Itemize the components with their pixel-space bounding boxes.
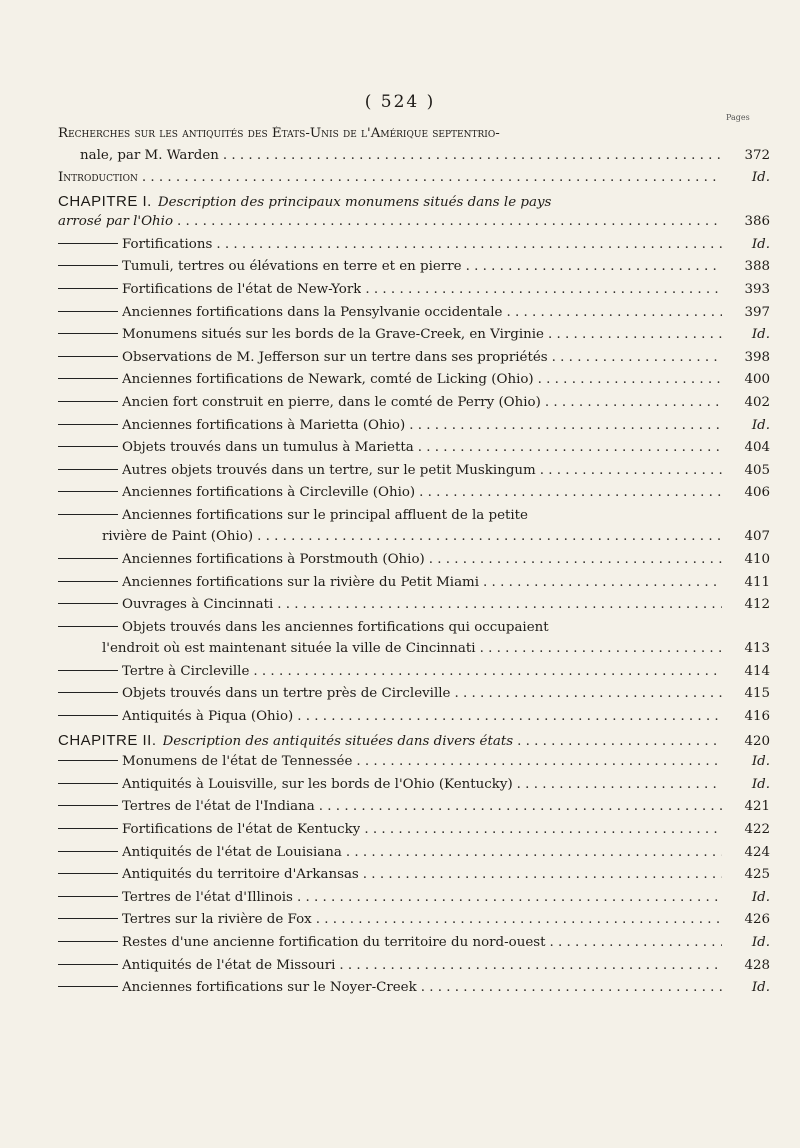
page-ref: 412 <box>744 597 770 613</box>
dash-rule <box>58 514 118 515</box>
page-ref: 372 <box>744 147 770 163</box>
dash-rule <box>58 401 118 402</box>
leader-dots <box>253 664 722 679</box>
toc-entry <box>58 620 770 642</box>
leader-dots <box>517 777 722 792</box>
dash-rule <box>58 828 118 829</box>
page-ref: Id. <box>751 776 770 792</box>
dash-rule <box>58 805 118 806</box>
page-ref: 414 <box>744 663 770 679</box>
toc-entry <box>58 282 770 305</box>
chapter-title: Description des antiquités situées dans divers états <box>162 733 514 749</box>
dash-rule <box>58 265 118 266</box>
toc-entry <box>58 395 770 418</box>
leader-dots <box>339 958 722 973</box>
dash-rule <box>58 783 118 784</box>
subentry-text: Anciennes fortifications à Circleville (Ohio) <box>122 485 416 501</box>
dash-rule <box>58 378 118 379</box>
subentry-text: Monumens situés sur les bords de la Grave-Creek, en Virginie <box>122 327 544 343</box>
page-ref: 398 <box>744 349 770 365</box>
dash-rule <box>58 986 118 987</box>
leader-dots <box>538 372 722 387</box>
toc-entry <box>58 126 770 148</box>
leader-dots <box>552 350 722 365</box>
toc-entry <box>58 170 770 193</box>
subentry-text: Anciennes fortifications sur le Noyer-Creek <box>122 980 417 996</box>
subentry-text: Anciennes fortifications à Marietta (Ohio) <box>122 417 406 433</box>
chapter-label: CHAPITRE II. <box>58 731 157 749</box>
toc-entry <box>58 597 770 620</box>
dash-rule <box>58 581 118 582</box>
page-ref: 424 <box>744 844 770 860</box>
leader-dots <box>364 822 722 837</box>
toc-entry <box>58 822 770 845</box>
table-of-contents <box>58 126 770 1003</box>
toc-entry <box>58 709 770 732</box>
subentry-text: Anciennes fortifications sur le principal affluent de la petite <box>122 507 528 523</box>
toc-entry <box>58 529 770 552</box>
toc-entry <box>58 686 770 709</box>
page-ref: Id. <box>751 417 770 433</box>
page-ref: 425 <box>744 867 770 883</box>
dash-rule <box>58 603 118 604</box>
toc-entry <box>58 305 770 328</box>
leader-dots <box>466 259 722 274</box>
dash-rule <box>58 491 118 492</box>
leader-dots <box>506 305 722 320</box>
page-ref: Id. <box>751 935 770 950</box>
leader-dots <box>454 686 722 701</box>
subentry-text-cont: rivière de Paint (Ohio) <box>102 529 254 545</box>
toc-entry <box>58 845 770 868</box>
page-ref: 388 <box>744 259 770 275</box>
dash-rule <box>58 670 118 671</box>
toc-entry <box>58 799 770 822</box>
page-ref: 421 <box>744 799 770 815</box>
leader-dots <box>297 709 722 724</box>
subentry-text: Fortifications <box>122 236 213 252</box>
toc-entry <box>58 552 770 575</box>
toc-entry <box>58 237 770 260</box>
subentry-text: Objets trouvés dans un tertre près de Circleville <box>122 686 451 702</box>
page-ref: Id. <box>751 327 770 343</box>
subentry-text: Tertres de l'état de l'Indiana <box>122 799 315 815</box>
toc-entry <box>58 327 770 350</box>
subentry-text: Anciennes fortifications sur la rivière du Petit Miami <box>122 574 480 590</box>
toc-entry <box>58 912 770 935</box>
page-ref: 411 <box>744 574 770 590</box>
dash-rule <box>58 424 118 425</box>
leader-dots <box>297 890 722 905</box>
subentry-text: Fortifications de l'état de New-York <box>122 281 362 297</box>
subentry-text: Anciennes fortifications à Porstmouth (Ohio) <box>122 552 425 567</box>
entry-title: Recherches sur les antiquités des États-Unis de l'Amérique septentrio- <box>58 126 500 141</box>
chapter-title: Description des principaux monumens situés dans le pays <box>157 194 552 210</box>
dash-rule <box>58 692 118 693</box>
page-ref: 416 <box>744 709 770 725</box>
page-ref: Id. <box>751 889 770 905</box>
subentry-text: Tertres de l'état d'Illinois <box>122 889 293 905</box>
leader-dots <box>223 148 722 163</box>
subentry-text: Fortifications de l'état de Kentucky <box>122 822 361 838</box>
toc-entry <box>58 732 770 755</box>
dash-rule <box>58 558 118 559</box>
toc-entry <box>58 754 770 777</box>
leader-dots <box>409 418 722 433</box>
page-ref: 410 <box>744 552 770 567</box>
leader-dots <box>419 485 722 500</box>
toc-entry <box>58 418 770 441</box>
chapter-title-cont: arrosé par l'Ohio <box>58 214 174 230</box>
toc-entry <box>58 372 770 395</box>
toc-entry <box>58 350 770 373</box>
page-ref: 393 <box>744 281 770 297</box>
page-ref: 400 <box>744 372 770 388</box>
toc-entry <box>58 193 770 215</box>
toc-entry <box>58 958 770 981</box>
subentry-text: Ouvrages à Cincinnati <box>122 597 274 613</box>
toc-entry <box>58 463 770 486</box>
toc-entry <box>58 980 770 1003</box>
subentry-text: Autres objets trouvés dans un tertre, sur le petit Muskingum <box>122 462 536 478</box>
leader-dots <box>421 980 722 995</box>
page-ref: 407 <box>744 529 770 545</box>
page-ref: 426 <box>744 912 770 928</box>
page-ref: 386 <box>744 214 770 230</box>
toc-entry <box>58 485 770 508</box>
leader-dots <box>418 440 722 455</box>
leader-dots <box>277 597 722 612</box>
dash-rule <box>58 469 118 470</box>
dash-rule <box>58 941 118 942</box>
subentry-text: Objets trouvés dans un tumulus à Marietta <box>122 440 414 456</box>
toc-entry <box>58 508 770 530</box>
dash-rule <box>58 715 118 716</box>
subentry-text: Antiquités à Louisville, sur les bords de l'Ohio (Kentucky) <box>122 776 513 792</box>
page-ref: 402 <box>744 394 770 410</box>
leader-dots <box>316 912 722 927</box>
page-ref: 397 <box>744 304 770 320</box>
page-ref: 415 <box>744 686 770 702</box>
toc-entry <box>58 214 770 237</box>
subentry-text: Tumuli, tertres ou élévations en terre et en pierre <box>122 259 462 275</box>
page-ref: Id. <box>751 170 770 186</box>
toc-entry <box>58 935 770 958</box>
page-ref: Id. <box>751 980 770 996</box>
page-ref: 404 <box>744 440 770 456</box>
leader-dots <box>480 641 722 656</box>
subentry-text: Antiquités du territoire d'Arkansas <box>122 867 359 883</box>
leader-dots <box>365 282 722 297</box>
page-number: ( 524 ) <box>364 92 436 112</box>
dash-rule <box>58 243 118 244</box>
chapter-label: CHAPITRE I. <box>58 192 152 210</box>
dash-rule <box>58 964 118 965</box>
dash-rule <box>58 626 118 627</box>
subentry-text: Antiquités à Piqua (Ohio) <box>122 709 294 725</box>
pages-column-label: Pages <box>726 113 750 122</box>
dash-rule <box>58 446 118 447</box>
leader-dots <box>429 552 722 567</box>
subentry-text-cont: l'endroit où est maintenant située la ville de Cincinnati <box>102 641 476 657</box>
toc-entry <box>58 867 770 890</box>
subentry-text: Antiquités de l'état de Louisiana <box>122 844 342 860</box>
page-ref: Id. <box>751 236 770 252</box>
page-ref: 413 <box>744 641 770 657</box>
dash-rule <box>58 873 118 874</box>
leader-dots <box>548 327 722 342</box>
toc-entry <box>58 575 770 598</box>
leader-dots <box>177 214 722 229</box>
page-ref: 406 <box>744 485 770 501</box>
subentry-text: Antiquités de l'état de Missouri <box>122 957 336 973</box>
toc-entry <box>58 890 770 913</box>
subentry-text: Tertres sur la rivière de Fox <box>122 912 312 928</box>
dash-rule <box>58 851 118 852</box>
leader-dots <box>319 799 722 814</box>
toc-entry <box>58 440 770 463</box>
dash-rule <box>58 760 118 761</box>
subentry-text: Monumens de l'état de Tennessée <box>122 754 353 770</box>
dash-rule <box>58 288 118 289</box>
toc-entry <box>58 777 770 800</box>
leader-dots <box>540 463 722 478</box>
subentry-text: Anciennes fortifications de Newark, comté de Licking (Ohio) <box>122 372 534 388</box>
page-ref: 422 <box>744 822 770 838</box>
leader-dots <box>517 734 722 749</box>
leader-dots <box>346 845 722 860</box>
toc-entry <box>58 664 770 687</box>
entry-title-cont: nale, par M. Warden <box>80 147 219 163</box>
subentry-text: Tertre à Circleville <box>122 663 250 679</box>
dash-rule <box>58 896 118 897</box>
page-ref: 405 <box>744 462 770 478</box>
toc-entry <box>58 259 770 282</box>
leader-dots <box>550 935 723 950</box>
dash-rule <box>58 918 118 919</box>
subentry-text: Anciennes fortifications dans la Pensylvanie occidentale <box>122 304 503 320</box>
subentry-text: Ancien fort construit en pierre, dans le comté de Perry (Ohio) <box>122 394 541 410</box>
page-ref: Id. <box>751 754 770 770</box>
leader-dots <box>363 867 722 882</box>
toc-entry <box>58 641 770 664</box>
dash-rule <box>58 311 118 312</box>
page-ref: 420 <box>744 733 770 749</box>
subentry-text: Restes d'une ancienne fortification du territoire du nord-ouest <box>122 935 546 950</box>
leader-dots <box>545 395 722 410</box>
leader-dots <box>216 237 722 252</box>
leader-dots <box>257 529 722 544</box>
subentry-text: Observations de M. Jefferson sur un tertre dans ses propriétés <box>122 349 548 365</box>
dash-rule <box>58 333 118 334</box>
page-ref: 428 <box>744 957 770 973</box>
leader-dots <box>142 170 722 185</box>
entry-heading: Introduction <box>58 170 138 186</box>
dash-rule <box>58 356 118 357</box>
leader-dots <box>356 754 722 769</box>
toc-entry <box>58 148 770 171</box>
subentry-text: Objets trouvés dans les anciennes fortifications qui occupaient <box>122 619 549 635</box>
leader-dots <box>483 575 722 590</box>
